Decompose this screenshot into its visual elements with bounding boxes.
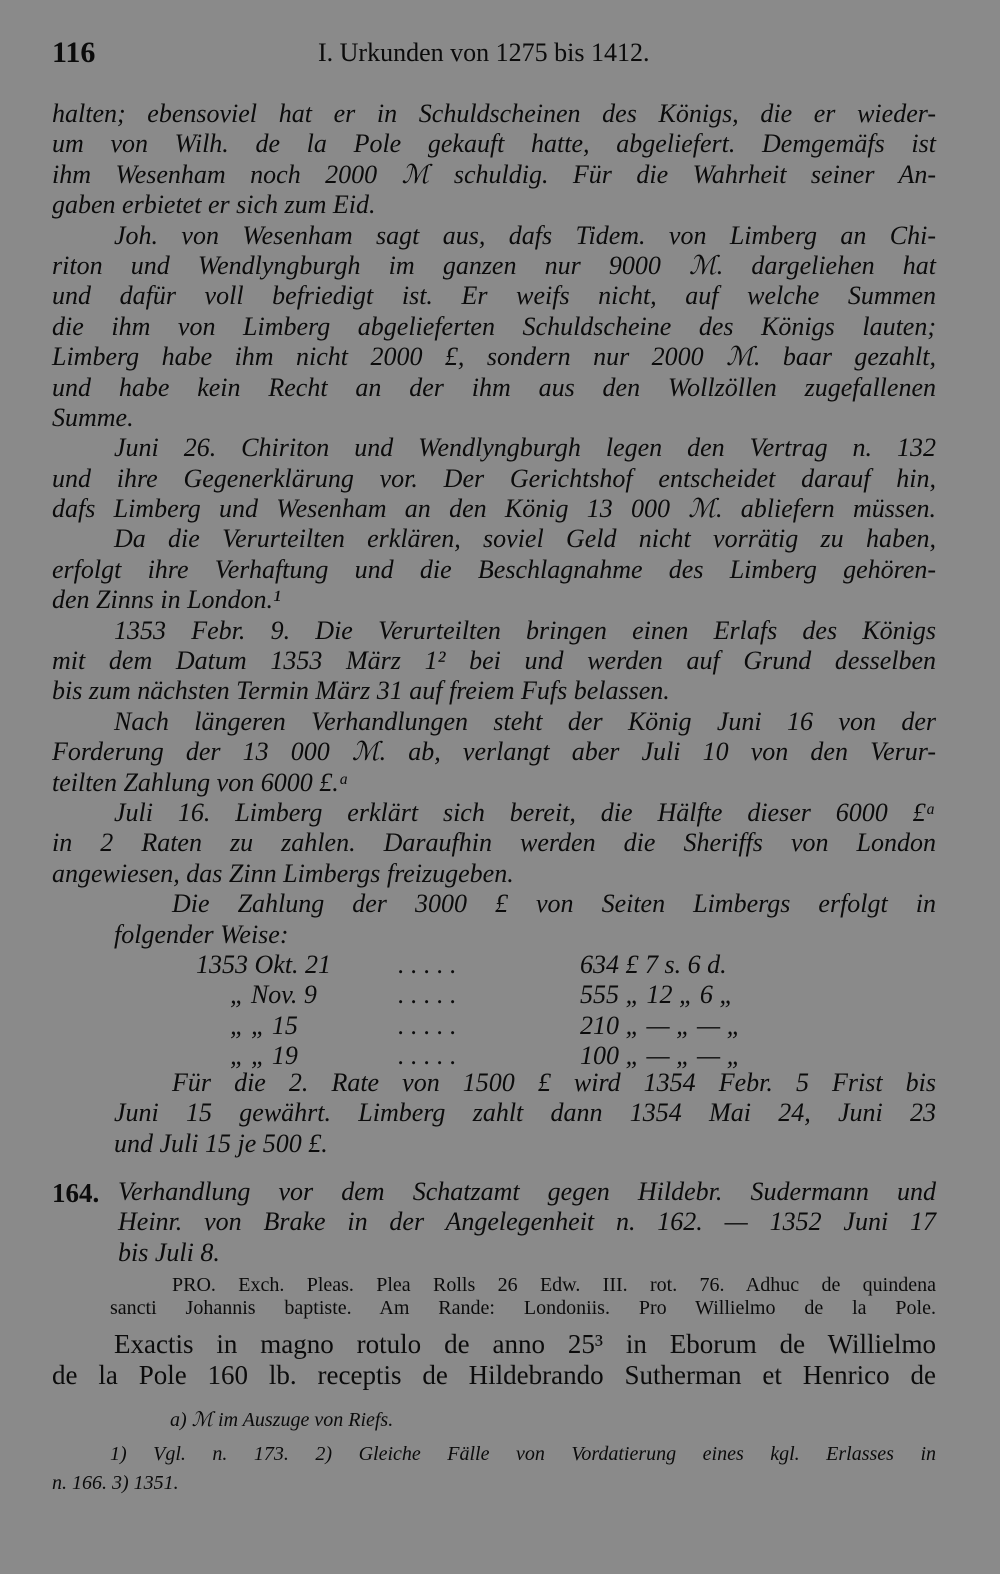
- source-line: sancti Johannis baptiste. Am Rande: Londoniis. Pro Willielmo de la Pole.: [110, 1297, 936, 1319]
- running-title: I. Urkunden von 1275 bis 1412.: [318, 38, 650, 67]
- entry-title: [118, 1177, 936, 1268]
- text-line: Juni 26. Chiriton und Wendlyngburgh legen den Vertrag n. 132: [114, 433, 936, 463]
- latin-line: Exactis in magno rotulo de anno 25³ in Eborum de Willielmo: [114, 1329, 936, 1359]
- text-line: Summe.: [52, 402, 134, 432]
- footnote-line: n. 166. 3) 1351.: [52, 1472, 179, 1494]
- text-line: mit dem Datum 1353 März 1² bei und werden auf Grund desselben: [52, 646, 936, 676]
- text-line: den Zinns in London.¹: [52, 585, 281, 615]
- latin-line: de la Pole 160 lb. receptis de Hildebrando Sutherman et Henrico de: [52, 1360, 936, 1390]
- footnotes: [52, 1440, 936, 1498]
- text-line: erfolgt ihre Verhaftung und die Beschlagnahme des Limberg gehören-: [52, 554, 936, 584]
- text-line: Forderung der 13 000 ℳ. ab, verlangt aber Juli 10 von den Verur-: [52, 737, 936, 767]
- text-line: Juni 15 gewährt. Limberg zahlt dann 1354 Mai 24, Juni 23: [114, 1098, 936, 1128]
- payment-dots: . . . . .: [398, 1041, 457, 1070]
- title-line: Heinr. von Brake in der Angelegenheit n. 162. — 1352 Juni 17: [118, 1207, 936, 1237]
- payment-amount: 210 „ — „ — „: [580, 1011, 742, 1040]
- text-line: und ihre Gegenerklärung vor. Der Gerichtshof entscheidet darauf hin,: [52, 463, 936, 493]
- title-line: Verhandlung vor dem Schatzamt gegen Hildebr. Sudermann und: [118, 1177, 936, 1206]
- title-line: bis Juli 8.: [118, 1237, 220, 1267]
- source-line: PRO. Exch. Pleas. Plea Rolls 26 Edw. III. rot. 76. Adhuc de quindena: [172, 1274, 936, 1296]
- text-line: Nach längeren Verhandlungen steht der König Juni 16 von der: [114, 706, 936, 736]
- text-line: Die Zahlung der 3000 £ von Seiten Limbergs erfolgt in: [172, 889, 936, 919]
- apparatus-note: [170, 1406, 936, 1435]
- payment-date: „ Nov. 9: [230, 980, 317, 1009]
- payment-amount: 634 £ 7 s. 6 d.: [580, 950, 727, 979]
- apparatus-line: a) ℳ im Auszuge von Riefs.: [170, 1409, 394, 1431]
- text-line: teilten Zahlung von 6000 £.ᵃ: [52, 767, 350, 797]
- payment-dots: . . . . .: [398, 980, 457, 1009]
- text-line: Juli 16. Limberg erklärt sich bereit, die Hälfte dieser 6000 £ᵃ: [114, 797, 936, 827]
- text-line: 1353 Febr. 9. Die Verurteilten bringen einen Erlafs des Königs: [114, 615, 936, 645]
- payment-date: 1353 Okt. 21: [196, 950, 332, 979]
- text-line: um von Wilh. de la Pole gekauft hatte, abgeliefert. Demgemäfs ist: [52, 129, 936, 159]
- text-line: in 2 Raten zu zahlen. Daraufhin werden die Sheriffs von London: [52, 828, 936, 858]
- entry-number: 164.: [52, 1178, 100, 1208]
- text-line: Limberg habe ihm nicht 2000 £, sondern nur 2000 ℳ. baar gezahlt,: [52, 342, 936, 372]
- text-line: und Juli 15 je 500 £.: [114, 1128, 328, 1158]
- text-line: Joh. von Wesenham sagt aus, dafs Tidem. von Limberg an Chi-: [114, 220, 936, 250]
- text-line: Da die Verurteilten erklären, soviel Geld nicht vorrätig zu haben,: [114, 524, 936, 554]
- latin-text: [52, 1329, 936, 1391]
- text-line: riton und Wendlyngburgh im ganzen nur 9000 ℳ. dargeliehen hat: [52, 250, 936, 280]
- text-line: gaben erbietet er sich zum Eid.: [52, 190, 376, 220]
- text-line: und dafür voll befriedigt ist. Er weifs nicht, auf welche Summen: [52, 281, 936, 311]
- text-line: ihm Wesenham noch 2000 ℳ schuldig. Für die Wahrheit seiner An-: [52, 159, 936, 189]
- text-line: folgender Weise:: [114, 919, 289, 949]
- source-reference: [110, 1274, 936, 1320]
- payment-dots: . . . . .: [398, 950, 457, 979]
- text-line: angewiesen, das Zinn Limbergs freizugeben.: [52, 858, 514, 888]
- page-number: 116: [52, 36, 96, 69]
- text-line: Für die 2. Rate von 1500 £ wird 1354 Febr. 5 Frist bis: [172, 1068, 936, 1097]
- payment-amount: 100 „ — „ — „: [580, 1041, 742, 1070]
- text-line: die ihm von Limberg abgelieferten Schuldscheine des Königs lauten;: [52, 311, 936, 341]
- text-line: und habe kein Recht an der ihm aus den Wollzöllen zugefallenen: [52, 372, 936, 402]
- closing-paragraph: [114, 1068, 936, 1159]
- main-text: [52, 99, 936, 950]
- text-line: dafs Limberg und Wesenham an den König 13 000 ℳ. abliefern müssen.: [52, 494, 936, 524]
- payment-dots: . . . . .: [398, 1011, 457, 1040]
- payment-date: „ „ 19: [230, 1041, 298, 1070]
- footnote-line: 1) Vgl. n. 173. 2) Gleiche Fälle von Vordatierung eines kgl. Erlasses in: [110, 1443, 936, 1465]
- payment-amount: 555 „ 12 „ 6 „: [580, 980, 734, 1009]
- text-line: bis zum nächsten Termin März 31 auf freiem Fufs belassen.: [52, 676, 670, 706]
- text-line: halten; ebensoviel hat er in Schuldscheinen des Königs, die er wieder-: [52, 99, 936, 128]
- payment-date: „ „ 15: [230, 1011, 298, 1040]
